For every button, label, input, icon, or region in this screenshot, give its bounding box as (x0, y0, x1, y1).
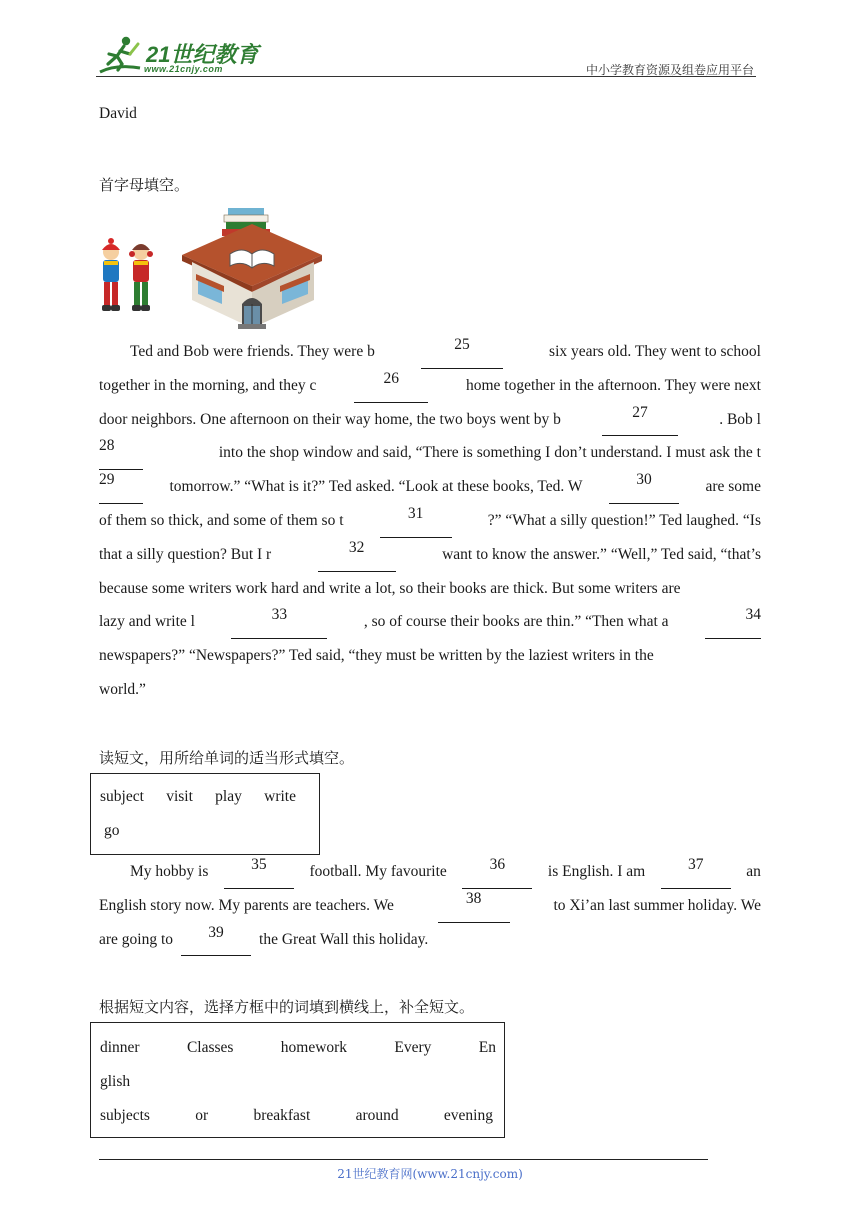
header-divider (96, 76, 756, 77)
blank-27[interactable]: 27 (602, 403, 678, 437)
word-subjects: subjects (100, 1107, 150, 1124)
page-header (96, 34, 756, 78)
word-write: write (264, 788, 296, 805)
platform-title: 中小学教育资源及组卷应用平台 (585, 63, 754, 77)
word-classes: Classes (186, 1039, 234, 1056)
blank-37[interactable]: 37 (661, 855, 731, 889)
blank-36[interactable]: 36 (462, 855, 532, 889)
blank-26[interactable]: 26 (354, 369, 428, 403)
word-subject: subject (100, 788, 144, 805)
section3-instruction: 根据短文内容，选择方框中的词填到横线上，补全短文。 (99, 998, 475, 1016)
word-around: around (355, 1107, 399, 1124)
word-go: go (104, 822, 120, 839)
section2-passage: My hobby is 35 football. My favourite 36 is English. I am 37 an English story now. My parents are teachers. We 38 to Xi’an last summer holiday. We are going to 39 the Great Wall this holiday. (99, 855, 761, 956)
blank-31[interactable]: 31 (380, 504, 452, 538)
word-bank-1-row1 (100, 788, 296, 806)
section1-instruction: 首字母填空。 (99, 176, 190, 194)
word-english-part2: glish (100, 1073, 131, 1090)
word-english-part1: En (478, 1039, 496, 1056)
word-bank-2-row3 (100, 1107, 493, 1125)
signature: David (99, 105, 137, 122)
word-bank-2-row1 (100, 1039, 496, 1057)
blank-30[interactable]: 30 (609, 470, 679, 504)
blank-33[interactable]: 33 (231, 605, 327, 639)
word-play: play (215, 788, 242, 805)
word-bank-1-row2 (104, 822, 120, 840)
blank-32[interactable]: 32 (318, 538, 396, 572)
blank-38[interactable]: 38 (438, 889, 510, 923)
blank-35[interactable]: 35 (224, 855, 294, 889)
word-or: or (195, 1107, 209, 1124)
section1-passage: Ted and Bob were friends. They were b 25 six years old. They went to school together in the morning, and they c 26 home together in the afternoon. They were next door neighbors. One afternoon on their way home, the two boys went by b 27 . Bob l 28 into the shop window and said, “There is something I don’t understand. I must ask the t 29 tomorrow.” “What is it?” Ted asked. “Look at these books, Ted. W 30 are some of them so thick, and some of them so t 31 ?” “What a silly question!” Ted laughed. “Is that a silly question? But I r 32 want to know the answer.” “Well,” Ted said, “that’s because some writers work hard and write a lot, so their books are thick. But some writers are lazy and write l 33 , so of course their books are thin.” “Then what a 34 newspapers?” “Newspapers?” Ted said, “they must be written by the laziest writers in the world.” (99, 336, 761, 698)
word-homework: homework (280, 1039, 348, 1056)
word-evening: evening (443, 1107, 493, 1124)
word-visit: visit (166, 788, 193, 805)
blank-29[interactable]: 29 (99, 470, 143, 504)
section2-instruction: 读短文，用所给单词的适当形式填空。 (99, 749, 355, 767)
blank-39[interactable]: 39 (181, 923, 251, 957)
logo-url: www.21cnjy.com (144, 64, 223, 74)
kids-illustration (97, 238, 157, 318)
word-dinner: dinner (100, 1039, 140, 1056)
footer-divider (99, 1159, 708, 1160)
logo-text: 21世纪教育 (146, 42, 259, 67)
word-bank-2-row2 (100, 1073, 130, 1091)
bookstore-illustration (178, 200, 326, 332)
blank-28[interactable]: 28 (99, 436, 143, 470)
word-breakfast: breakfast (253, 1107, 311, 1124)
word-every: Every (394, 1039, 432, 1056)
footer-link[interactable]: 21世纪教育网(www.21cnjy.com) (337, 1167, 523, 1181)
site-logo[interactable] (96, 34, 266, 76)
word-bank-2 (90, 1022, 505, 1138)
blank-25[interactable]: 25 (421, 335, 503, 369)
blank-34[interactable]: 34 (705, 605, 761, 639)
word-bank-1 (90, 773, 320, 855)
runner-icon (96, 34, 144, 76)
